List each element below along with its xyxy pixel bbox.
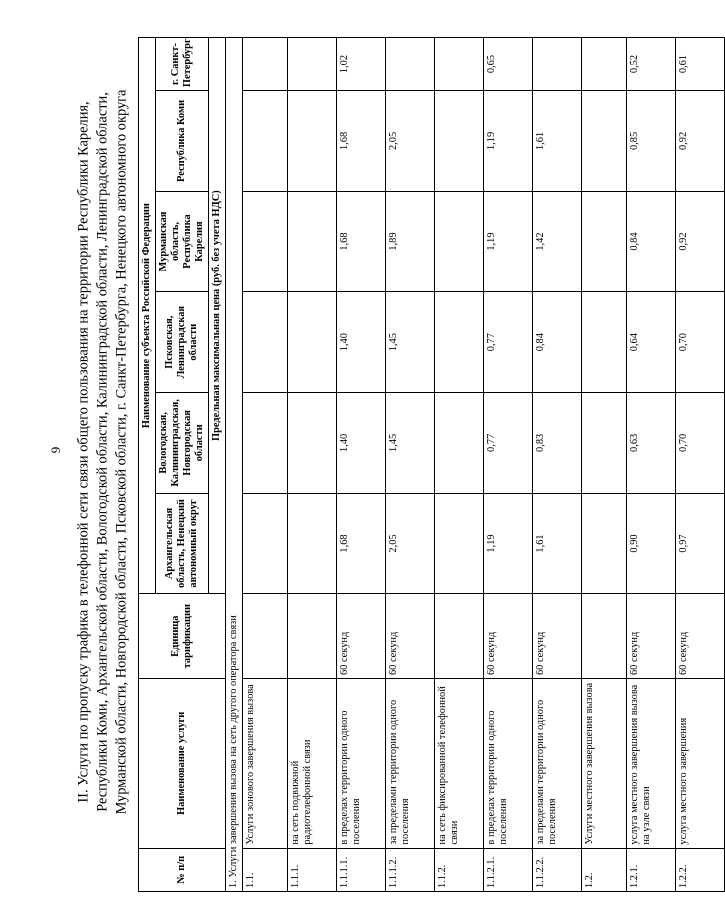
row-number: 1.1.2.2. [532,848,581,891]
price-cell: 1,68 [336,493,385,594]
price-cell [242,393,287,494]
price-cell: 0,77 [483,292,532,393]
service-name: в пределах территории одного поселения [483,679,532,849]
price-cell [287,493,336,594]
price-cell [434,191,483,292]
price-cell: 1,19 [483,191,532,292]
price-cell [434,91,483,192]
service-name: на сеть фиксированной телефонной связи [434,679,483,849]
price-cell [385,38,434,91]
header-num: № п/п [139,848,226,891]
price-cell: 0,83 [532,393,581,494]
price-cell: 1,45 [385,292,434,393]
price-cell [287,393,336,494]
tariff-unit [434,594,483,679]
heading-line-2: Республики Коми, Архангельской области, Вологодской области, Калининградской области, Ленинградской области, [94,92,111,812]
price-cell: 0,70 [675,292,724,393]
price-cell [434,38,483,91]
table-row [581,38,626,892]
price-cell [287,292,336,393]
service-name: услуга местного завершения [675,679,724,849]
price-cell: 1,68 [336,91,385,192]
price-cell: 1,19 [483,493,532,594]
price-cell: 0,85 [626,91,675,192]
price-cell: 0,92 [675,191,724,292]
tariff-table [138,37,725,892]
page-number: 9 [48,446,63,454]
price-cell: 0,90 [626,493,675,594]
price-cell [242,91,287,192]
header-region-4: Мурманская область, Республика Карелия [155,191,208,292]
row-number: 1.1.1.1. [336,848,385,891]
price-cell [287,38,336,91]
price-cell [242,38,287,91]
tariff-unit [287,594,336,679]
price-cell: 0,61 [675,38,724,91]
price-cell: 1,61 [532,493,581,594]
price-cell: 0,84 [626,191,675,292]
price-cell: 2,05 [385,91,434,192]
heading-line-1: II. Услуги по пропуску трафика в телефонной сети связи общего пользования на территории Республики Карелия, [75,101,92,803]
service-name: за пределами территории одного поселения [385,679,434,849]
tariff-unit: 60 секунд [385,594,434,679]
tariff-unit: 60 секунд [336,594,385,679]
header-region-2: Вологодская, Калининградская, Новгородская области [155,393,208,494]
header-region-5: Республика Коми [155,91,208,192]
price-cell: 1,19 [483,91,532,192]
price-cell [287,91,336,192]
price-cell [287,191,336,292]
price-cell: 1,89 [385,191,434,292]
section-title: 1. Услуги завершения вызова на сеть другого оператора связи [225,38,242,892]
price-cell: 1,40 [336,292,385,393]
price-cell: 0,77 [483,393,532,494]
row-number: 1.1.2. [434,848,483,891]
price-cell: 0,70 [675,393,724,494]
row-number: 1.2.2. [675,848,724,891]
price-cell [434,393,483,494]
header-unit: Единица тарификации [139,594,226,679]
table-row [385,38,434,892]
header-region-1: Архангельская область, Ненецкий автономный округ [155,493,208,594]
service-name: услуга местного завершения вызова на узле связи [626,679,675,849]
price-cell [581,91,626,192]
row-number: 1.2.1. [626,848,675,891]
price-cell: 0,84 [532,292,581,393]
price-cell: 0,63 [626,393,675,494]
price-cell [581,292,626,393]
tariff-unit: 60 секунд [675,594,724,679]
price-cell: 1,42 [532,191,581,292]
table-row [434,38,483,892]
price-cell [581,38,626,91]
table-row [532,38,581,892]
price-cell [434,493,483,594]
table-row [287,38,336,892]
header-subject-group: Наименование субъекта Российской Федерации [139,38,156,594]
service-name: Услуги зонового завершения вызова [242,679,287,849]
price-cell [242,493,287,594]
price-cell: 0,64 [626,292,675,393]
price-cell [581,191,626,292]
row-number: 1.1. [242,848,287,891]
table-row [336,38,385,892]
price-cell: 0,65 [483,38,532,91]
price-cell: 1,61 [532,91,581,192]
header-region-3: Псковская, Ленинградская области [155,292,208,393]
tariff-unit: 60 секунд [626,594,675,679]
header-service: Наименование услуги [139,679,226,849]
table-row [483,38,532,892]
row-number: 1.1.2.1. [483,848,532,891]
price-cell: 1,68 [336,191,385,292]
price-cell: 2,05 [385,493,434,594]
row-number: 1.1.1.2. [385,848,434,891]
tariff-unit: 60 секунд [532,594,581,679]
service-name: за пределами территории одного поселения [532,679,581,849]
header-region-6: г. Санкт-Петербург [155,38,208,91]
price-cell: 1,02 [336,38,385,91]
service-name: в пределах территории одного поселения [336,679,385,849]
tariff-unit [581,594,626,679]
price-cell: 0,97 [675,493,724,594]
price-cell: 0,52 [626,38,675,91]
price-cell [242,191,287,292]
price-cell: 1,45 [385,393,434,494]
price-cell: 0,92 [675,91,724,192]
tariff-unit: 60 секунд [483,594,532,679]
row-number: 1.2. [581,848,626,891]
header-price-caption: Предельная максимальная цена (руб. без учета НДС) [208,38,225,594]
price-cell: 1,40 [336,393,385,494]
price-cell [581,393,626,494]
tariff-table-frame [138,37,703,892]
table-row [242,38,287,892]
heading-line-3: Мурманской области, Новгородской области, Псковской области, г. Санкт-Петербурга, Ненецкого автономного округа [113,89,130,815]
service-name: Услуги местного завершения вызова [581,679,626,849]
table-row [626,38,675,892]
price-cell [434,292,483,393]
price-cell [581,493,626,594]
price-cell [532,38,581,91]
row-number: 1.1.1. [287,848,336,891]
service-name: на сеть подвижной радиотелефонной связи [287,679,336,849]
table-row [675,38,724,892]
tariff-unit [242,594,287,679]
price-cell [242,292,287,393]
